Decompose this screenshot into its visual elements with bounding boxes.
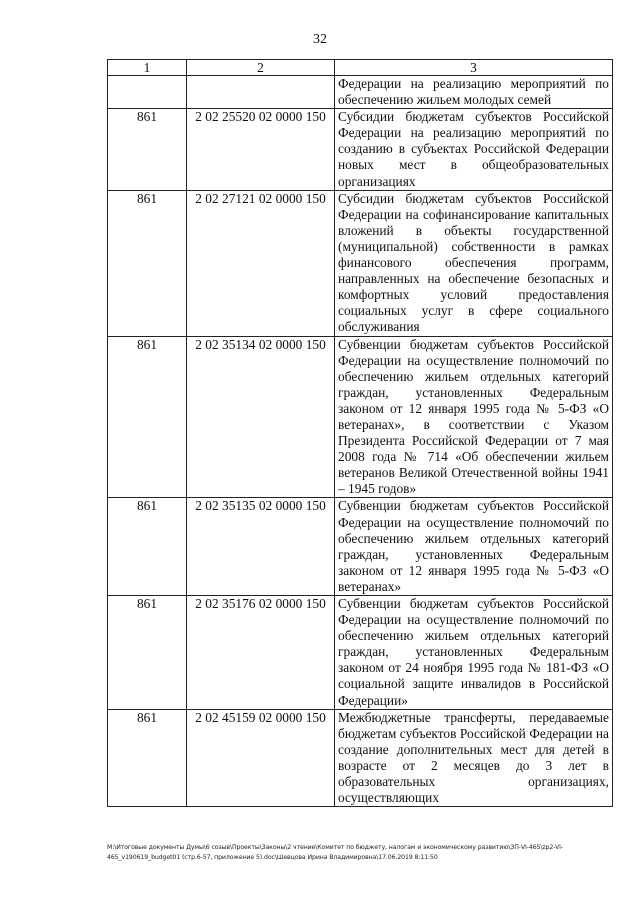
admin-code-cell <box>108 76 187 109</box>
table-header-row <box>108 60 613 76</box>
description-cell: Субсидии бюджетам субъектов Российской Федерации на реализацию мероприятий по созданию в субъектах Российской Федерации новых мест в общеобразовательных организациях <box>335 109 613 190</box>
table-row <box>108 109 613 190</box>
revenue-code-cell <box>187 76 335 109</box>
admin-code-cell: 861 <box>108 190 187 336</box>
description-cell: Субвенции бюджетам субъектов Российской Федерации на осуществление полномочий по обеспечению жильем отдельных категорий граждан, установленных Федеральным законом от 12 января 1995 года № 5-ФЗ «О ветеранах» <box>335 498 613 596</box>
admin-code-cell: 861 <box>108 709 187 807</box>
footer-line-1: M:\Итоговые документы Думы\6 созыв\Проекты\Законы\2 чтение\Комитет по бюджету, налогам и экономическому развитию\ЗП-VI-465\zp2-VI- <box>107 844 563 851</box>
revenue-code-cell: 2 02 35135 02 0000 150 <box>187 498 335 596</box>
column-header-1: 1 <box>108 60 187 76</box>
table-row <box>108 709 613 807</box>
table-row <box>108 336 613 498</box>
description-cell: Федерации на реализацию мероприятий по обеспечению жильем молодых семей <box>335 76 613 109</box>
table-row <box>108 190 613 336</box>
description-cell: Субвенции бюджетам субъектов Российской Федерации на осуществление полномочий по обеспечению жильем отдельных категорий граждан, установленных Федеральным законом от 12 января 1995 года № 5-ФЗ «О ветеранах», в соответствии с Указом Президента Российской Федерации от 7 мая 2008 года № 714 «Об обеспечении жильем ветеранов Великой Отечественной войны 1941 – 1945 годов» <box>335 336 613 498</box>
page-number: 32 <box>313 32 327 47</box>
revenue-code-cell: 2 02 25520 02 0000 150 <box>187 109 335 190</box>
admin-code-cell: 861 <box>108 109 187 190</box>
description-cell: Межбюджетные трансферты, передаваемые бюджетам субъектов Российской Федерации на создание дополнительных мест для детей в возрасте от 2 месяцев до 3 лет в образовательных организациях, осуществляющих <box>335 709 613 807</box>
file-path-footer <box>107 843 617 863</box>
admin-code-cell: 861 <box>108 596 187 710</box>
revenue-code-cell: 2 02 35134 02 0000 150 <box>187 336 335 498</box>
table-row-continuation <box>108 76 613 109</box>
footer-line-2: 465_v190619_budget01 (стр.6-57, приложение 5).doc\Шевцова Ирина Владимировна\17.06.2019 8:11:50 <box>107 854 438 861</box>
table-row <box>108 498 613 596</box>
admin-code-cell: 861 <box>108 498 187 596</box>
description-cell: Субсидии бюджетам субъектов Российской Федерации на софинансирование капитальных вложений в объекты государственной (муниципальной) собственности в рамках финансового обеспечения программ, направленных на обеспечение безопасных и комфортных условий предоставления социальных услуг в сфере социального обслуживания <box>335 190 613 336</box>
budget-table <box>107 59 613 807</box>
admin-code-cell: 861 <box>108 336 187 498</box>
column-header-2: 2 <box>187 60 335 76</box>
column-header-3: 3 <box>335 60 613 76</box>
description-cell: Субвенции бюджетам субъектов Российской Федерации на осуществление полномочий по обеспечению жильем отдельных категорий граждан, установленных Федеральным законом от 24 ноября 1995 года № 181-ФЗ «О социальной защите инвалидов в Российской Федерации» <box>335 596 613 710</box>
table-row <box>108 596 613 710</box>
revenue-code-cell: 2 02 45159 02 0000 150 <box>187 709 335 807</box>
revenue-code-cell: 2 02 27121 02 0000 150 <box>187 190 335 336</box>
revenue-code-cell: 2 02 35176 02 0000 150 <box>187 596 335 710</box>
